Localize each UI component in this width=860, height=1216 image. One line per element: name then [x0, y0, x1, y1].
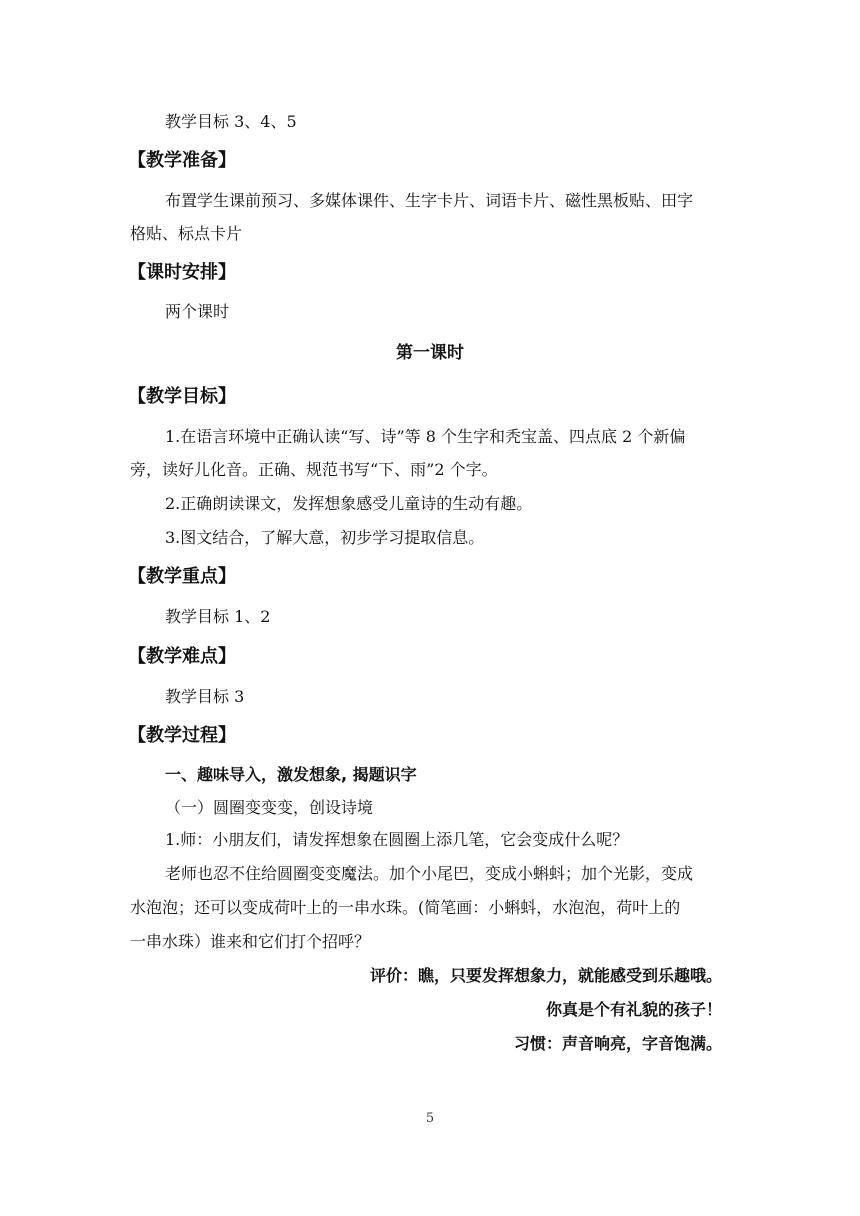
process-part1-heading: 一、趣味导入，激发想象, 揭题识字 [165, 765, 417, 784]
evaluation-note-1: 评价：瞧，只要发挥想象力，就能感受到乐趣哦。 [369, 966, 722, 985]
preparation-text-line2: 格贴、标点卡片 [130, 224, 243, 243]
teacher-question: 1.师：小朋友们，请发挥想象在圆圈上添几笔，它会变成什么呢？ [165, 830, 629, 849]
page-number: 5 [425, 1111, 435, 1126]
teacher-magic-line2: 水泡泡；还可以变成荷叶上的一串水珠。(简笔画：小蝌蚪，水泡泡，荷叶上的 [130, 898, 681, 917]
process-part1-subheading: （一）圆圈变变变，创设诗境 [165, 798, 374, 817]
preparation-heading: 【教学准备】 [128, 150, 236, 171]
habit-note: 习惯：声音响亮，字音饱满。 [513, 1034, 722, 1053]
teacher-magic-line1: 老师也忍不住给圆圈变变魔法。加个小尾巴，变成小蝌蚪；加个光影，变成 [165, 864, 694, 883]
difficulties-heading: 【教学难点】 [128, 646, 236, 667]
evaluation-note-2: 你真是个有礼貌的孩子！ [545, 1000, 722, 1019]
goal-3: 3.图文结合，了解大意，初步学习提取信息。 [165, 528, 485, 547]
difficulties-text: 教学目标 3 [165, 687, 245, 706]
preparation-text-line1: 布置学生课前预习、多媒体课件、生字卡片、词语卡片、磁性黑板贴、田字 [165, 191, 694, 210]
goal-1-line1: 1.在语言环境中正确认读“写、诗”等 8 个生字和秃宝盖、四点底 2 个新偏 [165, 427, 686, 446]
key-points-heading: 【教学重点】 [128, 566, 236, 587]
teacher-magic-line3: 一串水珠）谁来和它们打个招呼？ [130, 932, 371, 951]
lesson-title: 第一课时 [396, 343, 464, 363]
schedule-heading: 【课时安排】 [128, 262, 236, 283]
schedule-text: 两个课时 [165, 302, 230, 321]
key-points-text: 教学目标 1、2 [165, 607, 271, 626]
teaching-goals-reference: 教学目标 3、4、5 [165, 112, 297, 131]
goal-2: 2.正确朗读课文，发挥想象感受儿童诗的生动有趣。 [165, 494, 533, 513]
goal-1-line2: 旁，读好儿化音。正确、规范书写“下、雨”2 个字。 [130, 460, 498, 479]
process-heading: 【教学过程】 [128, 725, 236, 746]
goals-heading: 【教学目标】 [128, 386, 236, 407]
